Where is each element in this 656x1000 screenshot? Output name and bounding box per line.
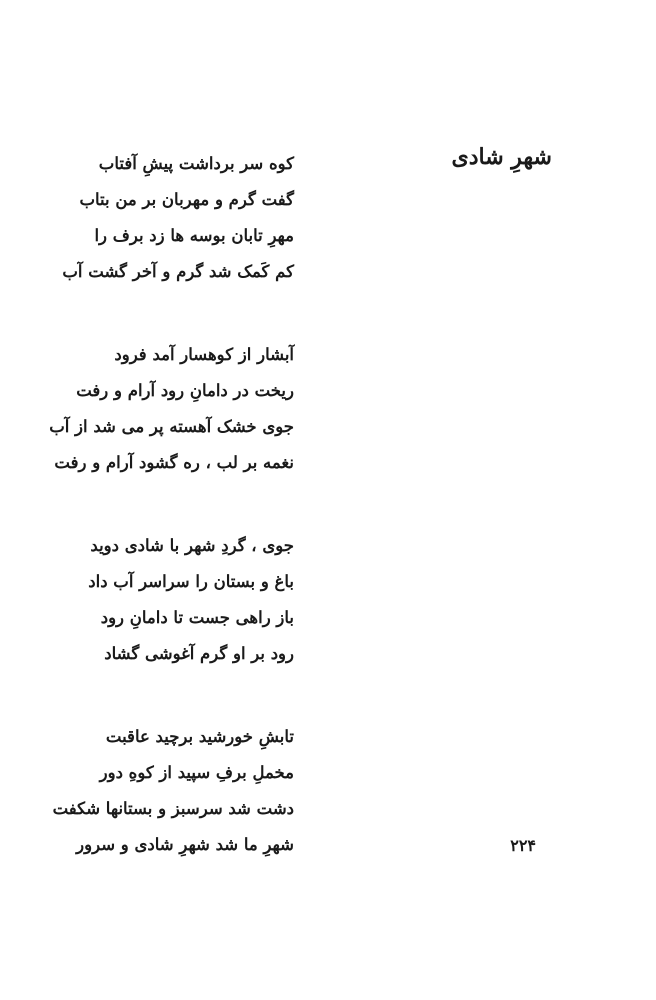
verse-line: گفت گرم و مهربان بر من بتاب [79, 190, 294, 209]
verse-line: نغمه بر لب ، ره گشود آرام و رفت [54, 453, 294, 472]
verse-line: مهرِ تابان بوسه ها زد برف را [94, 226, 294, 245]
poem-body [34, 146, 294, 910]
stanza-2 [34, 337, 294, 481]
verse-line: باغ و بستان را سراسر آب داد [88, 572, 294, 591]
page-number: ۲۲۴ [510, 836, 536, 855]
verse-line: جوی ، گردِ شهر با شادی دوید [90, 536, 294, 555]
verse-line: آبشار از کوهسار آمد فرود [114, 345, 294, 364]
verse-line: ریخت در دامانِ رود آرام و رفت [76, 381, 294, 400]
verse-line: تابشِ خورشید برچید عاقبت [105, 727, 294, 746]
verse-line: دشت شد سرسبز و بستانها شکفت [52, 799, 294, 818]
verse-line: باز راهی جست تا دامانِ رود [100, 608, 294, 627]
stanza-1 [34, 146, 294, 290]
verse-line: مخملِ برفِ سپید از کوهِ دور [99, 763, 294, 782]
verse-line: کوه سر برداشت پیشِ آفتاب [98, 154, 294, 173]
stanza-4 [34, 719, 294, 863]
stanza-3 [34, 528, 294, 672]
verse-line: شهرِ ما شد شهرِ شادی و سرور [76, 835, 294, 854]
poem-title: شهرِ شادی [451, 144, 552, 170]
verse-line: جوی خشک آهسته پر می شد از آب [49, 417, 294, 436]
verse-line: کم کَمک شد گرم و آخر گشت آب [62, 262, 294, 281]
verse-line: رود بر او گرم آغوشی گشاد [104, 644, 294, 663]
